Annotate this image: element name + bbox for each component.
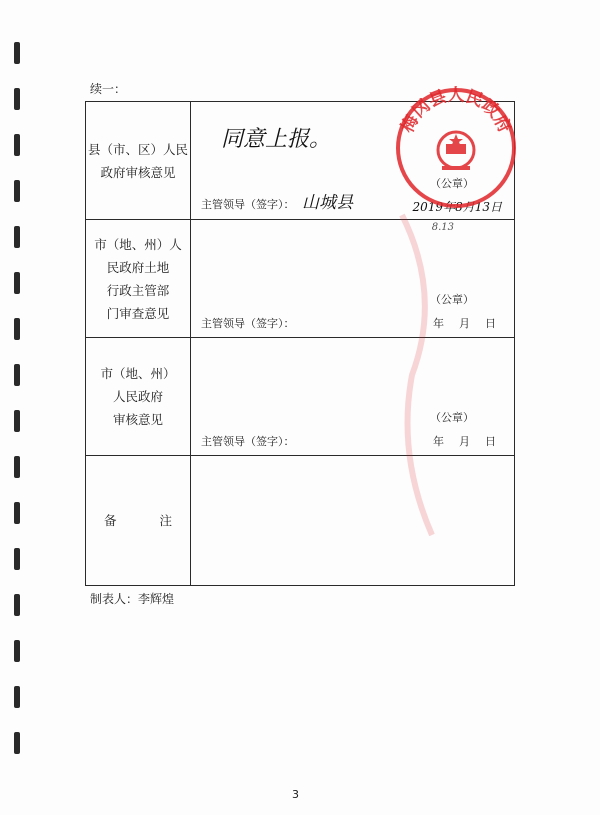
binding-mark: [14, 364, 20, 386]
binding-mark: [14, 410, 20, 432]
row-label: 县（市、区）人民 政府审核意见: [86, 102, 191, 220]
signer-label: 主管领导（签字）：: [201, 198, 295, 211]
seal-text: 梅冈县人民政府: [397, 85, 515, 137]
binding-mark: [14, 686, 20, 708]
binding-mark: [14, 134, 20, 156]
row-label: 备 注: [86, 456, 191, 586]
handwritten-opinion: 同意上报。: [221, 127, 332, 152]
date-label: 年 月 日: [433, 317, 498, 330]
signer-label: 主管领导（签字）：: [201, 435, 295, 448]
row-label: 市（地、州） 人民政府 审核意见: [86, 338, 191, 456]
row-content: [191, 220, 515, 338]
seal-label: （公章）: [430, 177, 474, 190]
binding-mark: [14, 502, 20, 524]
row-content: [191, 456, 515, 586]
row-label: 市（地、州）人 民政府土地 行政主管部 门审查意见: [86, 220, 191, 338]
seal-label: （公章）: [430, 411, 474, 424]
handwritten-date-note: 8.13: [431, 222, 454, 233]
binding-mark: [14, 42, 20, 64]
binding-mark: [14, 180, 20, 202]
binding-mark: [14, 318, 20, 340]
binding-mark: [14, 88, 20, 110]
seal-label: （公章）: [430, 293, 474, 306]
binding-mark: [14, 456, 20, 478]
form-maker: 制表人：李辉煌: [90, 592, 175, 606]
handwritten-date: 2019年8月13日: [412, 200, 502, 214]
signer-label: 主管领导（签字）：: [201, 317, 295, 330]
binding-mark: [14, 594, 20, 616]
binding-mark: [14, 640, 20, 662]
binding-mark: [14, 548, 20, 570]
binding-mark: [14, 226, 20, 248]
binding-mark: [14, 732, 20, 754]
continued-label: 续一：: [90, 82, 127, 96]
date-label: 年 月 日: [433, 435, 498, 448]
binding-mark: [14, 272, 20, 294]
national-emblem-icon: [438, 132, 474, 170]
row-content: [191, 338, 515, 456]
signer-area: [201, 188, 353, 213]
handwritten-signature: 山城县: [302, 193, 353, 213]
seal-bleed-through: [392, 205, 452, 585]
official-seal: [392, 84, 520, 212]
page-number: 3: [292, 788, 299, 801]
